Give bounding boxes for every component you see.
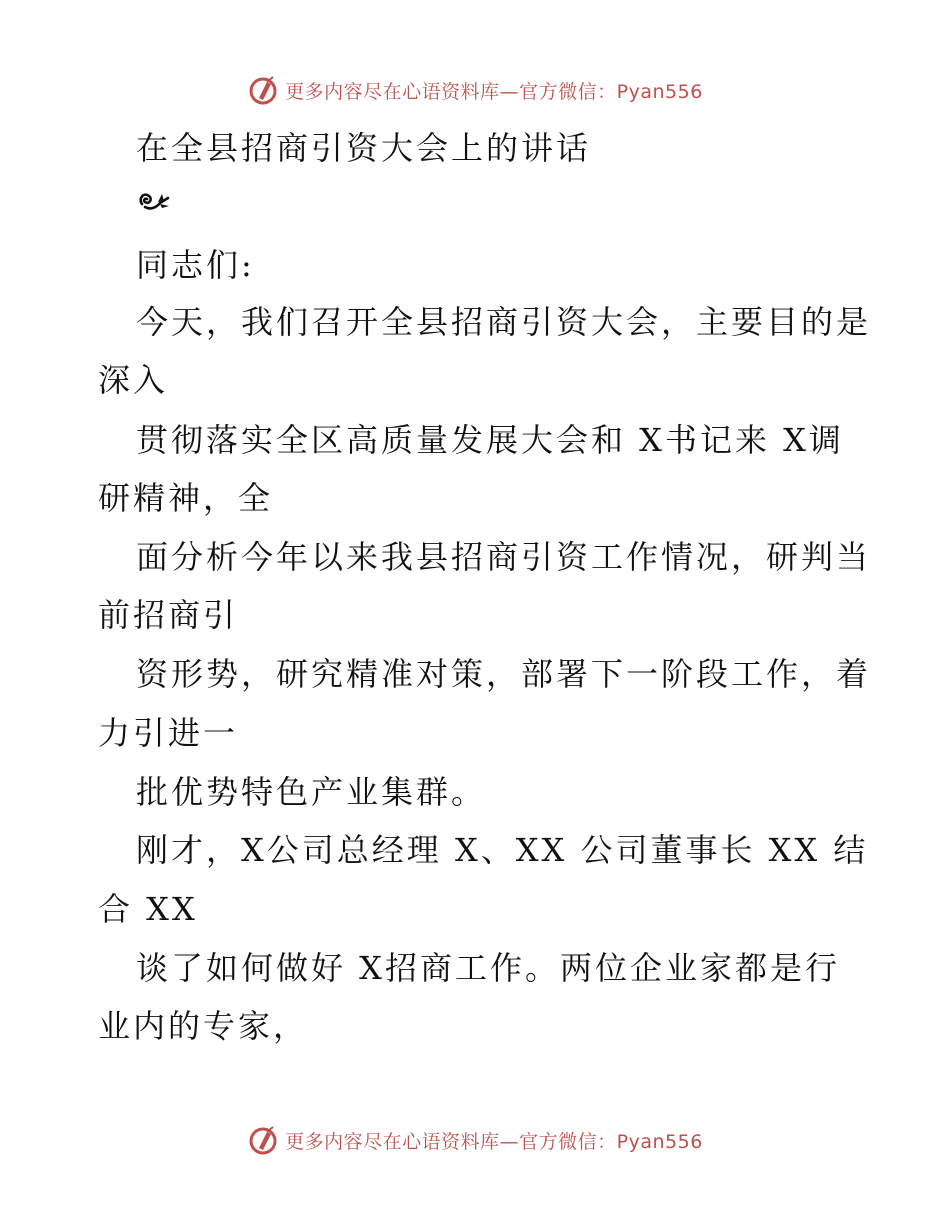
body-line: 研精神，全	[98, 479, 274, 517]
body-line: 面分析今年以来我县招商引资工作情况，研判当	[136, 538, 872, 576]
pen-logo-icon	[247, 1124, 279, 1156]
document-title: 在全县招商引资大会上的讲话	[136, 129, 592, 167]
body-line: 刚才，X公司总经理 X、XX 公司董事长 XX 结	[136, 831, 869, 869]
pen-logo-icon	[247, 74, 279, 106]
body-line: 业内的专家，	[98, 1007, 309, 1045]
header-banner-text: 更多内容尽在心语资料库—官方微信：Pyan556	[285, 80, 703, 103]
body-line: 资形势，研究精准对策，部署下一阶段工作，着	[136, 655, 872, 693]
body-line: 贯彻落实全区高质量发展大会和 X书记来 X调	[136, 421, 844, 459]
body-line: 力引进一	[98, 714, 239, 752]
footer-banner	[0, 1120, 950, 1160]
salutation: 同志们:	[136, 246, 255, 284]
body-line: 深入	[98, 361, 169, 399]
body-line: 前招商引	[98, 596, 239, 634]
body-line: 批优势特色产业集群。	[136, 773, 487, 811]
footer-banner-text: 更多内容尽在心语资料库—官方微信：Pyan556	[285, 1130, 703, 1153]
body-line: 合 XX	[98, 890, 198, 928]
fleuron-icon	[136, 186, 172, 216]
header-banner	[0, 70, 950, 110]
body-line: 今天，我们召开全县招商引资大会，主要目的是	[136, 303, 872, 341]
body-line: 谈了如何做好 X招商工作。两位企业家都是行	[136, 949, 840, 987]
